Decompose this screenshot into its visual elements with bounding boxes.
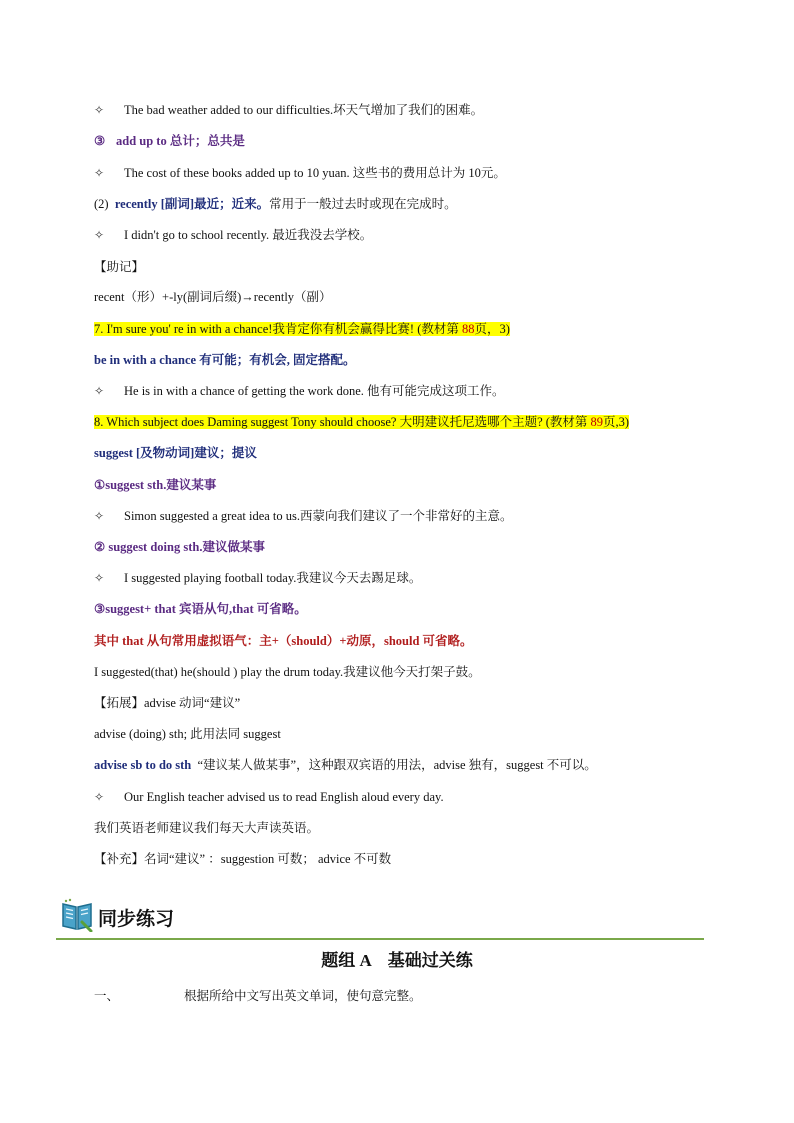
term-note: “建议某人做某事”，这种跟双宾语的用法，advise 独有，suggest 不可以。	[197, 758, 597, 772]
section-divider	[56, 938, 704, 940]
usage-text: advise (doing) sth; 此用法同 suggest	[94, 727, 281, 741]
example-sentence	[94, 226, 372, 244]
sentence-part: 页,3)	[603, 415, 630, 429]
mnemonic-text: recent（形）+-ly(副词后缀)→recently（副）	[94, 290, 332, 304]
usage-text	[94, 756, 597, 774]
sentence-part: 8. Which subject does Daming suggest Tony should choose? 大明建议托尼选哪个主题? (教材第	[94, 415, 591, 429]
page-number: 89	[590, 415, 604, 429]
usage-heading: ①suggest sth.建议某事	[94, 478, 217, 492]
bullet-icon: ✧	[94, 571, 105, 585]
section-title: 同步练习	[98, 908, 175, 930]
bullet-icon: ✧	[94, 103, 105, 117]
sentence-text: Simon suggested a great idea to us.西蒙向我们建议了一个非常好的主意。	[124, 509, 513, 523]
example-sentence	[94, 382, 505, 400]
usage-text: add up to 总计；总共是	[116, 134, 245, 148]
word-entry	[94, 195, 457, 213]
supplement-text: 【补充】名词“建议” ：suggestion 可数； advice 不可数	[94, 852, 392, 866]
group-title: 题组 A 基础过关练	[321, 951, 473, 970]
exercise-number: 一、	[94, 989, 120, 1003]
bullet-icon: ✧	[94, 384, 105, 398]
book-icon	[60, 898, 94, 932]
highlighted-sentence	[94, 415, 629, 429]
bullet-icon: ✧	[94, 790, 105, 804]
bullet-icon: ✧	[94, 228, 105, 242]
mnemonic-heading: 【助记】	[94, 260, 145, 274]
extension-heading: 【拓展】advise 动词“建议”	[94, 696, 241, 710]
term-text: recently [副词]最近；近来。	[114, 197, 270, 211]
sentence-text: I didn't go to school recently. 最近我没去学校。	[124, 228, 373, 242]
example-sentence: I suggested(that) he(should ) play the drum today.我建议他今天打架子鼓。	[94, 665, 481, 679]
sentence-text: Our English teacher advised us to read English aloud every day.	[124, 790, 444, 804]
sentence-part: 7. I'm sure you' re in with a chance!我肯定你有机会赢得比赛! (教材第	[94, 322, 462, 336]
example-sentence	[94, 101, 483, 119]
term-text: advise sb to do sth	[94, 758, 192, 772]
example-sentence	[94, 569, 421, 587]
sentence-part: 页，3)	[474, 322, 510, 336]
sentence-text: He is in with a chance of getting the work done. 他有可能完成这项工作。	[124, 384, 505, 398]
sentence-text: The cost of these books added up to 10 yuan. 这些书的费用总计为 10元。	[124, 166, 506, 180]
highlighted-sentence	[94, 322, 510, 336]
exercise-instruction: 根据所给中文写出英文单词，使句意完整。	[184, 989, 422, 1003]
bullet-icon: ✧	[94, 509, 105, 523]
usage-heading	[94, 132, 245, 150]
textbook-sentence	[94, 413, 629, 431]
item-number: (2)	[94, 197, 109, 211]
bullet-icon: ✧	[94, 166, 105, 180]
sentence-text: I suggested playing football today.我建议今天去踢足球。	[124, 571, 422, 585]
translation-text: 我们英语老师建议我们每天大声读英语。	[94, 821, 320, 835]
grammar-note: 其中 that 从句常用虚拟语气：主+（should）+动原，should 可省略。	[94, 634, 473, 648]
usage-heading: ② suggest doing sth.建议做某事	[94, 540, 265, 554]
term-note: 常用于一般过去时或现在完成时。	[269, 197, 457, 211]
example-sentence	[94, 507, 513, 525]
word-entry: suggest [及物动词]建议；提议	[94, 446, 257, 460]
example-sentence	[94, 164, 506, 182]
textbook-sentence	[94, 320, 510, 338]
usage-heading: ③suggest+ that 宾语从句,that 可省略。	[94, 602, 307, 616]
page-number: 88	[461, 322, 475, 336]
item-number: ③	[94, 134, 106, 148]
example-sentence	[94, 788, 444, 806]
sentence-text: The bad weather added to our difficulties.坏天气增加了我们的困难。	[124, 103, 484, 117]
phrase-entry: be in with a chance 有可能；有机会, 固定搭配。	[94, 353, 356, 367]
